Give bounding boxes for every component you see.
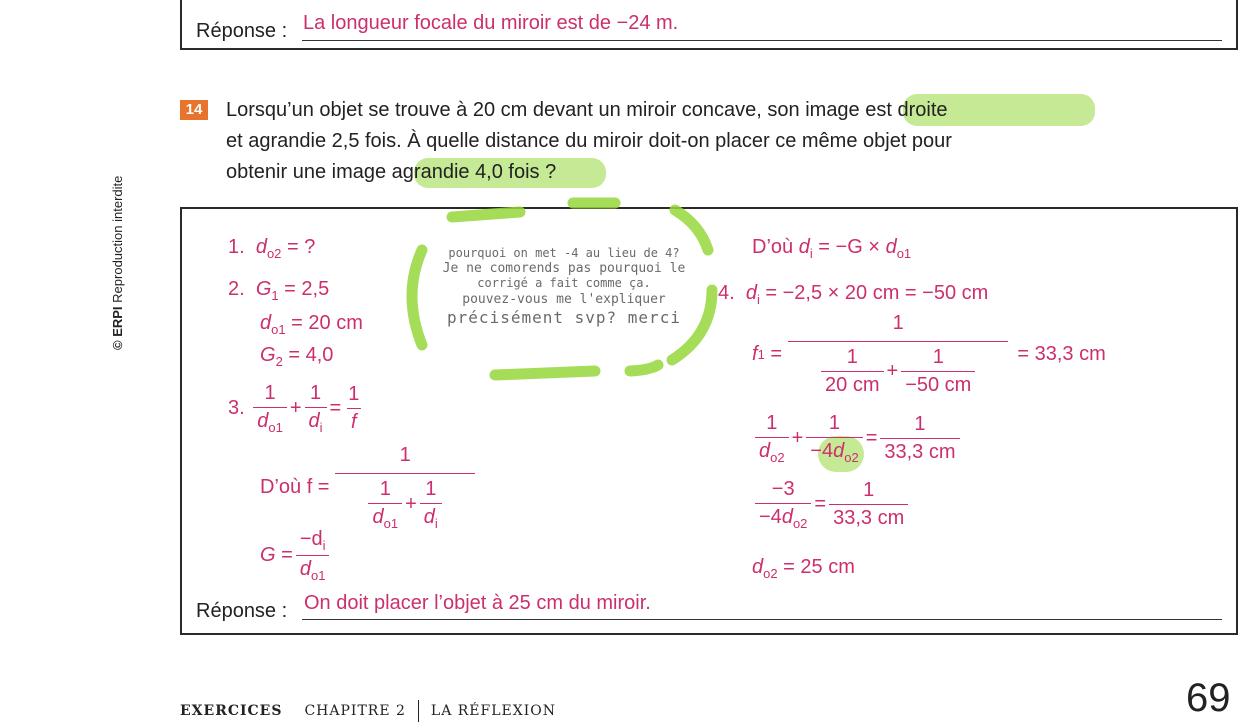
step-4: 4. $d_i = -2,5 \times 20$ cm = −50 cm xyxy=(718,282,989,307)
footer xyxy=(180,700,556,722)
sub-fraction-di: $\frac{1}{d_i}$ xyxy=(420,478,442,531)
step-2: 2. $G_1 = 2,5$ xyxy=(228,278,330,303)
note-line-2: Je ne comorends pas pourquoi le xyxy=(442,261,686,276)
footer-divider xyxy=(418,700,419,722)
page-number: 69 xyxy=(1186,676,1231,720)
minus-four: −4 xyxy=(810,440,834,462)
step-3-equation: 3. $\frac{1}{d_{o1}}$ + $\frac{1}{d_i}$ = $\frac{1}{f}$ xyxy=(228,382,366,435)
copyright-side-text xyxy=(110,176,125,350)
question-number-badge: 14 xyxy=(180,100,208,120)
g1-value: = 2,5 xyxy=(284,278,330,300)
num: 1 xyxy=(425,478,437,500)
do2-simplified: $\frac{-3}{-4d_{o2}}$ = $\frac{1}{33,3 cm}$ xyxy=(752,478,911,531)
num: 1 xyxy=(379,478,391,500)
magnification-formula: G = $\frac{-d_i}{d_{o1}}$ xyxy=(260,528,333,583)
footer-section: EXERCICES xyxy=(180,703,283,719)
num: 1 xyxy=(863,479,875,501)
di-formula-label: D’où xyxy=(752,236,794,258)
fraction-1-f: $\frac{1}{f}$ xyxy=(344,383,363,434)
fraction-1-do1: $\frac{1}{d_{o1}}$ xyxy=(253,382,287,435)
den: 33,3 cm xyxy=(829,504,908,530)
di-value: = −2,5 × 20 cm = −50 cm xyxy=(765,282,989,304)
step-1-value: = ? xyxy=(286,236,316,258)
do2-frac-2: $\frac{1}{-4d_{o2}}$ xyxy=(806,412,862,465)
num: 1 xyxy=(766,412,778,434)
num: 1 xyxy=(828,412,841,434)
question-line-1: Lorsqu’un objet se trouve à 20 cm devant un miroir concave, son image est droite xyxy=(226,99,948,121)
copyright-rest: Reproduction interdite xyxy=(110,175,125,303)
focal-fraction: 1 $\frac{1}{d_{o1}}$ + $\frac{1}{d_i}$ xyxy=(335,444,474,531)
den: 20 cm xyxy=(821,371,883,397)
footer-title: LA RÉFLEXION xyxy=(430,703,556,719)
do2-result-value: = 25 cm xyxy=(783,556,855,578)
num: −3 xyxy=(771,478,795,500)
di-formula: D’où $d_i = -G \times d_{o1}$ xyxy=(752,236,912,261)
student-note xyxy=(405,246,723,328)
num: 1 xyxy=(914,413,926,435)
step-1: 1. $d_{o2}$ = ? xyxy=(228,236,316,261)
f1-fraction: 1 $\frac{1}{20 cm}$ + $\frac{1}{-50 cm}$ xyxy=(788,312,1008,397)
note-line-3: corrigé a fait comme ça. xyxy=(477,276,651,290)
num: 1 xyxy=(932,346,944,368)
den: −50 cm xyxy=(901,371,975,397)
question-line-3: obtenir une image agrandie 4,0 fois ? xyxy=(226,161,557,183)
question-line-2: et agrandie 2,5 fois. À quelle distance du miroir doit-on placer ce même objet pour xyxy=(226,130,952,152)
f1-sub-20 xyxy=(821,346,883,397)
step-3-num: 3. xyxy=(228,397,245,419)
final-answer-label: Réponse : xyxy=(196,600,288,622)
sub-fraction-do1: $\frac{1}{d_{o1}}$ xyxy=(368,478,402,531)
minus-four: −4 xyxy=(759,506,782,528)
note-line-1: pourquoi on met -4 au lieu de 4? xyxy=(448,246,680,260)
num: 1 xyxy=(264,382,276,404)
num: 1 xyxy=(399,444,411,466)
f1-result: = 33,3 cm xyxy=(1017,343,1106,365)
previous-answer-text: La longueur focale du miroir est de −24 m. xyxy=(303,12,679,34)
step-2-do1: $d_{o1} = 20$ cm xyxy=(260,312,363,337)
num: 1 xyxy=(846,346,858,368)
num: 1 xyxy=(348,383,360,405)
final-answer-text: On doit placer l’objet à 25 cm du miroir. xyxy=(304,592,651,614)
step-2-g2: $G_2 = 4,0$ xyxy=(260,344,334,369)
den: 33,3 cm xyxy=(880,438,959,464)
magnification-fraction: $\frac{-d_i}{d_{o1}}$ xyxy=(296,528,330,583)
note-line-4: pouvez-vous me l'expliquer xyxy=(462,292,666,307)
do2-simpl-frac-1: $\frac{-3}{-4d_{o2}}$ xyxy=(755,478,811,531)
step-1-num: 1. xyxy=(228,236,245,258)
num: 1 xyxy=(892,312,904,334)
do2-frac-1: $\frac{1}{d_{o2}}$ xyxy=(755,412,789,465)
di-formula-rhs: = −G × xyxy=(818,236,880,258)
do2-result: $d_{o2} = 25$ cm xyxy=(752,556,855,581)
focal-formula xyxy=(260,444,478,531)
final-answer-line xyxy=(302,619,1222,620)
footer-chapter: CHAPITRE 2 xyxy=(304,703,406,719)
f1-formula: f 1 = 1 $\frac{1}{20 cm}$ + $\frac{1}{-50 cm}$ = 33,3 cm xyxy=(752,312,1106,396)
fraction-1-di: $\frac{1}{d_i}$ xyxy=(305,382,327,435)
note-line-5: précisément svp? merci xyxy=(447,308,681,327)
neg-di: −d xyxy=(299,528,323,550)
focal-formula-label: D’où f = xyxy=(260,476,330,498)
do1-value: = 20 cm xyxy=(291,312,363,334)
g2-value: = 4,0 xyxy=(288,344,334,366)
previous-answer-line xyxy=(302,40,1222,41)
previous-answer-label: Réponse : xyxy=(196,20,288,42)
copyright-brand: © ERPI xyxy=(110,306,125,350)
do2-simpl-frac-2 xyxy=(829,479,908,530)
step-2-num: 2. xyxy=(228,278,245,300)
num: 1 xyxy=(309,382,322,404)
do2-equation: $\frac{1}{d_{o2}}$ + $\frac{1}{-4d_{o2}}$ = $\frac{1}{33,3 cm}$ xyxy=(752,412,963,465)
question-text xyxy=(226,95,952,188)
f1-sub-50 xyxy=(901,346,975,397)
step-4-num: 4. xyxy=(718,282,735,304)
do2-frac-3 xyxy=(880,413,959,464)
